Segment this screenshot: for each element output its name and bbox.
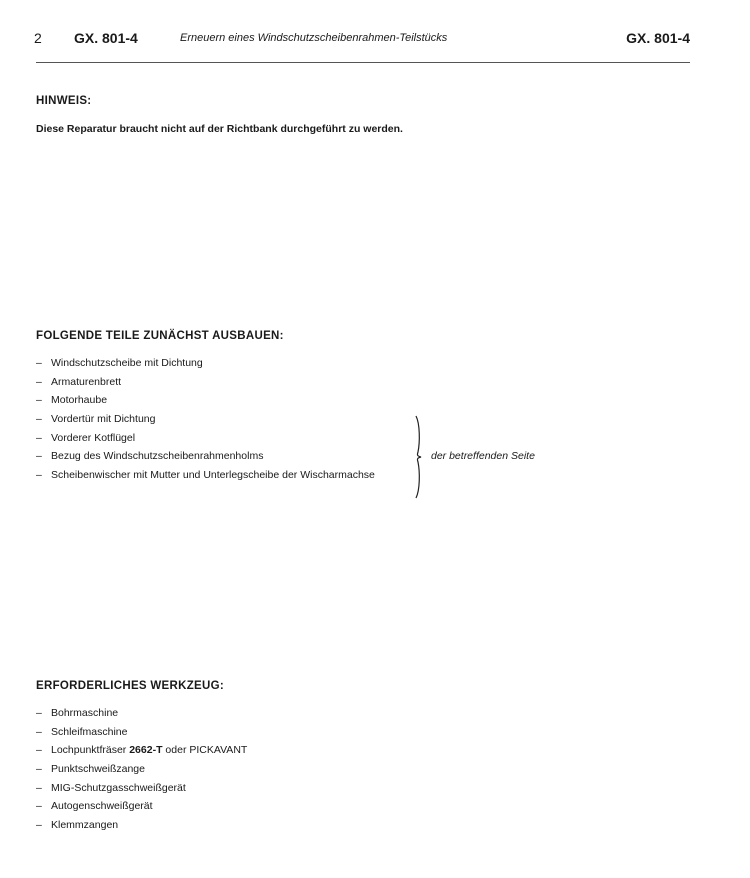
list-item — [36, 779, 247, 798]
list-item-text: Autogenschweißgerät — [51, 800, 153, 813]
list-item — [36, 704, 247, 723]
tools-heading: ERFORDERLICHES WERKZEUG: — [36, 680, 225, 692]
dash-bullet: – — [36, 800, 42, 813]
dash-bullet: – — [36, 744, 42, 757]
curly-brace-icon — [405, 414, 425, 500]
list-item-text: Scheibenwischer mit Mutter und Unterlegscheibe der Wischarmachse — [51, 469, 375, 482]
list-item — [36, 410, 375, 429]
list-item-text: Armaturenbrett — [51, 375, 122, 388]
note-text: Diese Reparatur braucht nicht auf der Richtbank durchgeführt zu werden. — [36, 123, 403, 135]
page-number: 2 — [34, 30, 42, 46]
remove-parts-list — [36, 354, 375, 485]
page-header — [34, 30, 690, 50]
list-item-text: Motorhaube — [51, 394, 108, 407]
list-item-text: Schleifmaschine — [51, 725, 128, 738]
tools-list — [36, 704, 247, 835]
list-item — [36, 429, 375, 448]
dash-bullet: – — [36, 763, 42, 776]
list-item-text: Bohrmaschine — [51, 707, 119, 719]
dash-bullet: – — [36, 725, 42, 738]
dash-bullet: – — [36, 375, 42, 388]
list-item-text: Windschutzscheibe mit Dichtung — [51, 357, 203, 369]
dash-bullet: – — [36, 357, 42, 369]
list-item-text: Vorderer Kotflügel — [51, 431, 136, 444]
remove-parts-heading: FOLGENDE TEILE ZUNÄCHST AUSBAUEN: — [36, 330, 284, 342]
dash-bullet: – — [36, 394, 42, 407]
dash-bullet: – — [36, 450, 42, 463]
list-item — [36, 391, 375, 410]
list-item — [36, 797, 247, 816]
document-code-left: GX. 801-4 — [74, 30, 138, 46]
dash-bullet: – — [36, 707, 42, 719]
dash-bullet: – — [36, 431, 42, 444]
milling-prefix: Lochpunktfräser — [51, 744, 127, 757]
list-item-text: Klemmzangen — [51, 819, 119, 832]
note-heading: HINWEIS: — [36, 95, 92, 107]
list-item — [36, 447, 375, 466]
list-item-text: Bezug des Windschutzscheibenrahmenholms — [51, 450, 264, 463]
document-code-right: GX. 801-4 — [626, 30, 690, 46]
brace-note: der betreffenden Seite — [431, 450, 535, 462]
list-item-text: MIG-Schutzgasschweißgerät — [51, 781, 186, 794]
list-item — [36, 354, 375, 373]
list-item — [36, 760, 247, 779]
list-item — [36, 466, 375, 485]
list-item — [36, 373, 375, 392]
dash-bullet: – — [36, 819, 42, 832]
dash-bullet: – — [36, 469, 42, 482]
list-item-text: Vordertür mit Dichtung — [51, 413, 156, 426]
list-item — [36, 741, 247, 760]
part-number: 2662-T — [129, 744, 163, 757]
milling-suffix: oder PICKAVANT — [165, 744, 248, 757]
list-item — [36, 723, 247, 742]
header-rule — [36, 62, 690, 63]
list-item — [36, 816, 247, 835]
dash-bullet: – — [36, 781, 42, 794]
page-title: Erneuern eines Windschutzscheibenrahmen-Teilstücks — [180, 32, 448, 44]
dash-bullet: – — [36, 413, 42, 426]
list-item-text: Punktschweißzange — [51, 763, 145, 776]
